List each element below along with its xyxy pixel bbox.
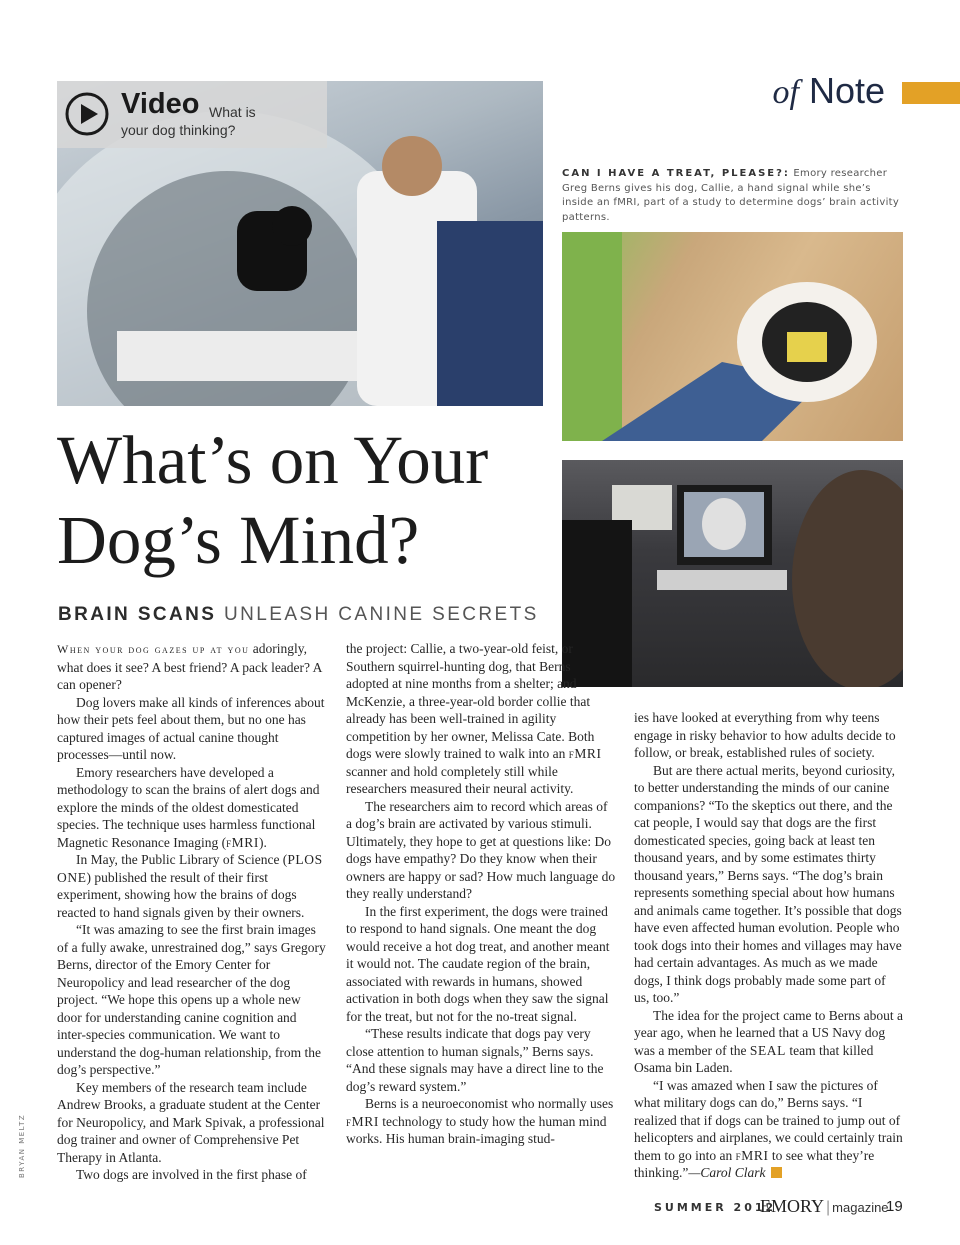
paragraph-text: ) published the result of their first experiment, showing how the brains of dogs reacted to hand signals given by their owners. [57, 869, 305, 920]
body-column-2 [346, 640, 616, 1148]
paragraph: The researchers aim to record which areas of a dog’s brain are activated by various stimuli. Ultimately, they hope to get at questions like: Do dogs have empathy? Do they know when their owners are happy or sad? How much language do they really understand? [346, 798, 616, 901]
paragraph: In the first experiment, the dogs were trained to respond to hand signals. One meant the dog would receive a hot dog treat, and another meant it would not. The caudate region of the brain, associated with rewards in humans, showed activation in both dogs when they saw the signal for the treat, but not for the no-treat signal. [346, 903, 610, 1024]
headline [57, 420, 557, 580]
paragraph: But are there actual merits, beyond curiosity, to better understanding the minds of our canine companions? “To the skeptics out there, and the cat people, I would say that dogs are the first domesticated species, going back at least ten thousand years, and by some estimates thirty thousand years,” Berns says. “The dog’s brain represents something special about how humans and animals came together. It’s possible that dogs have even affected human evolution. People who took dogs into their homes and villages may have had certain advantages. As much as we made dogs, I think dogs probably made some part of us, too.” [634, 762, 902, 1005]
photo-caption [562, 167, 900, 225]
paragraph-text: scanner and hold completely still while researchers measured their neural activity. [346, 763, 574, 796]
footer-brand [760, 1196, 889, 1217]
headline-line1: What’s on Your [57, 422, 489, 498]
section-title [772, 70, 885, 112]
body-column-3 [634, 709, 904, 1182]
paragraph [634, 1077, 904, 1182]
paragraph [57, 764, 327, 852]
paragraph: ies have looked at everything from why teens engage in risky behavior to how adults decide to follow, or break, established rules of society. [634, 710, 896, 760]
video-question-line1: What is [209, 104, 256, 120]
photo-dog-in-mock-scanner [562, 232, 903, 441]
photo-credit: BRYAN MELTZ [18, 1113, 26, 1178]
paragraph-text: adoringly, what does it see? A best friend? A pack leader? A can opener? [57, 641, 322, 692]
video-label[interactable]: Video [121, 88, 200, 120]
paragraph [346, 1095, 616, 1148]
headline-line2: Dog’s Mind? [57, 502, 420, 578]
abbreviation: fMRI [568, 746, 602, 761]
subhead-light: UNLEASH CANINE SECRETS [224, 604, 539, 625]
subhead-bold: BRAIN SCANS [58, 604, 217, 625]
lead-in: When your dog gazes up at you [57, 642, 250, 656]
paragraph-text: technology to study how the human mind works. His human brain-imaging stud- [346, 1113, 607, 1146]
abbreviation: PLOS ONE [57, 852, 323, 885]
caption-title: CAN I HAVE A TREAT, PLEASE?: [562, 168, 790, 179]
paragraph-text: “I was amazed when I saw the pictures of what military dogs can do,” Berns says. “I realized that if dogs can be trained to jump out of helicopters and airplanes, we could certainly train them to go into an [634, 1077, 903, 1163]
paragraph-text: the project: Callie, a two-year-old feist, or Southern squirrel-hunting dog, that Berns adopted at nine months from a shelter; and McKenzie, a three-year-old border collie that already has been well-trained in agility competition by her owner, Melissa Cate. Both dogs were slowly trained to walk into an [346, 641, 595, 761]
author-byline: —Carol Clark [688, 1165, 766, 1180]
paragraph: Dog lovers make all kinds of inferences about how their pets feel about them, but no one has captured images of actual canine thought processes—until now. [57, 694, 325, 762]
paragraph-text: The idea for the project came to Berns about a year ago, when he learned that a US Navy dog was a member of the [634, 1007, 904, 1058]
section-prefix: of [772, 74, 799, 111]
paragraph-text: to see what they’re thinking.” [634, 1147, 875, 1180]
end-mark-icon [771, 1167, 782, 1178]
footer-brand-name: EMORY [760, 1196, 825, 1216]
abbreviation: SEAL [749, 1042, 786, 1058]
section-accent-bar [902, 82, 960, 104]
paragraph-text: ). [259, 834, 267, 850]
footer-issue: SUMMER 2012 [654, 1201, 777, 1214]
abbreviation: fMRI [226, 834, 259, 850]
paragraph [57, 640, 327, 694]
section-name: Note [808, 70, 885, 111]
paragraph: “It was amazing to see the first brain images of a fully awake, unrestrained dog,” says Gregory Berns, director of the Emory Center for Neuropolicy and lead researcher of the dog project. “We hope this opens up a whole new door for understanding canine cognition and inter-species communication. We want to understand the dog-human relationship, from the dog’s perspective.” [57, 922, 326, 1077]
paragraph-text: In May, the Public Library of Science ( [76, 852, 288, 867]
subheadline [58, 604, 539, 626]
paragraph-text: Berns is a neuroeconomist who normally uses [365, 1096, 614, 1111]
paragraph [634, 1007, 904, 1077]
abbreviation: fMRI [346, 1113, 379, 1129]
play-icon[interactable] [65, 92, 109, 136]
paragraph [57, 851, 327, 921]
abbreviation: fMRI [735, 1147, 769, 1163]
photo2-illustration [562, 232, 903, 441]
video-question-line2: your dog thinking? [121, 122, 236, 138]
paragraph: Key members of the research team include Andrew Brooks, a graduate student at the Center for Neuropolicy, and Mark Spivak, a professional dog trainer and owner of Comprehensive Pet Therapy in Atlanta. [57, 1079, 325, 1165]
paragraph-text: Emory researchers have developed a methodology to scan the brains of alert dogs and explore the minds of the oldest domesticated species. The technique uses harmless functional Magnetic Resonance Imaging ( [57, 764, 320, 850]
paragraph: Two dogs are involved in the first phase of [76, 1167, 307, 1182]
paragraph [346, 640, 616, 798]
paragraph-text: team that killed Osama bin Laden. [634, 1042, 874, 1075]
body-column-1 [57, 640, 327, 1184]
footer-magazine: magazine [832, 1200, 889, 1215]
page-number: 19 [886, 1198, 903, 1215]
footer-separator: | [826, 1199, 831, 1216]
caption-text: Emory researcher Greg Berns gives his dog, Callie, a hand signal while she’s inside an fMRI, part of a study to determine dogs’ brain activity patterns. [562, 168, 900, 223]
paragraph: “These results indicate that dogs pay very close attention to human signals,” Berns says. “And these signals may have a direct line to the dog’s reward system.” [346, 1026, 604, 1094]
